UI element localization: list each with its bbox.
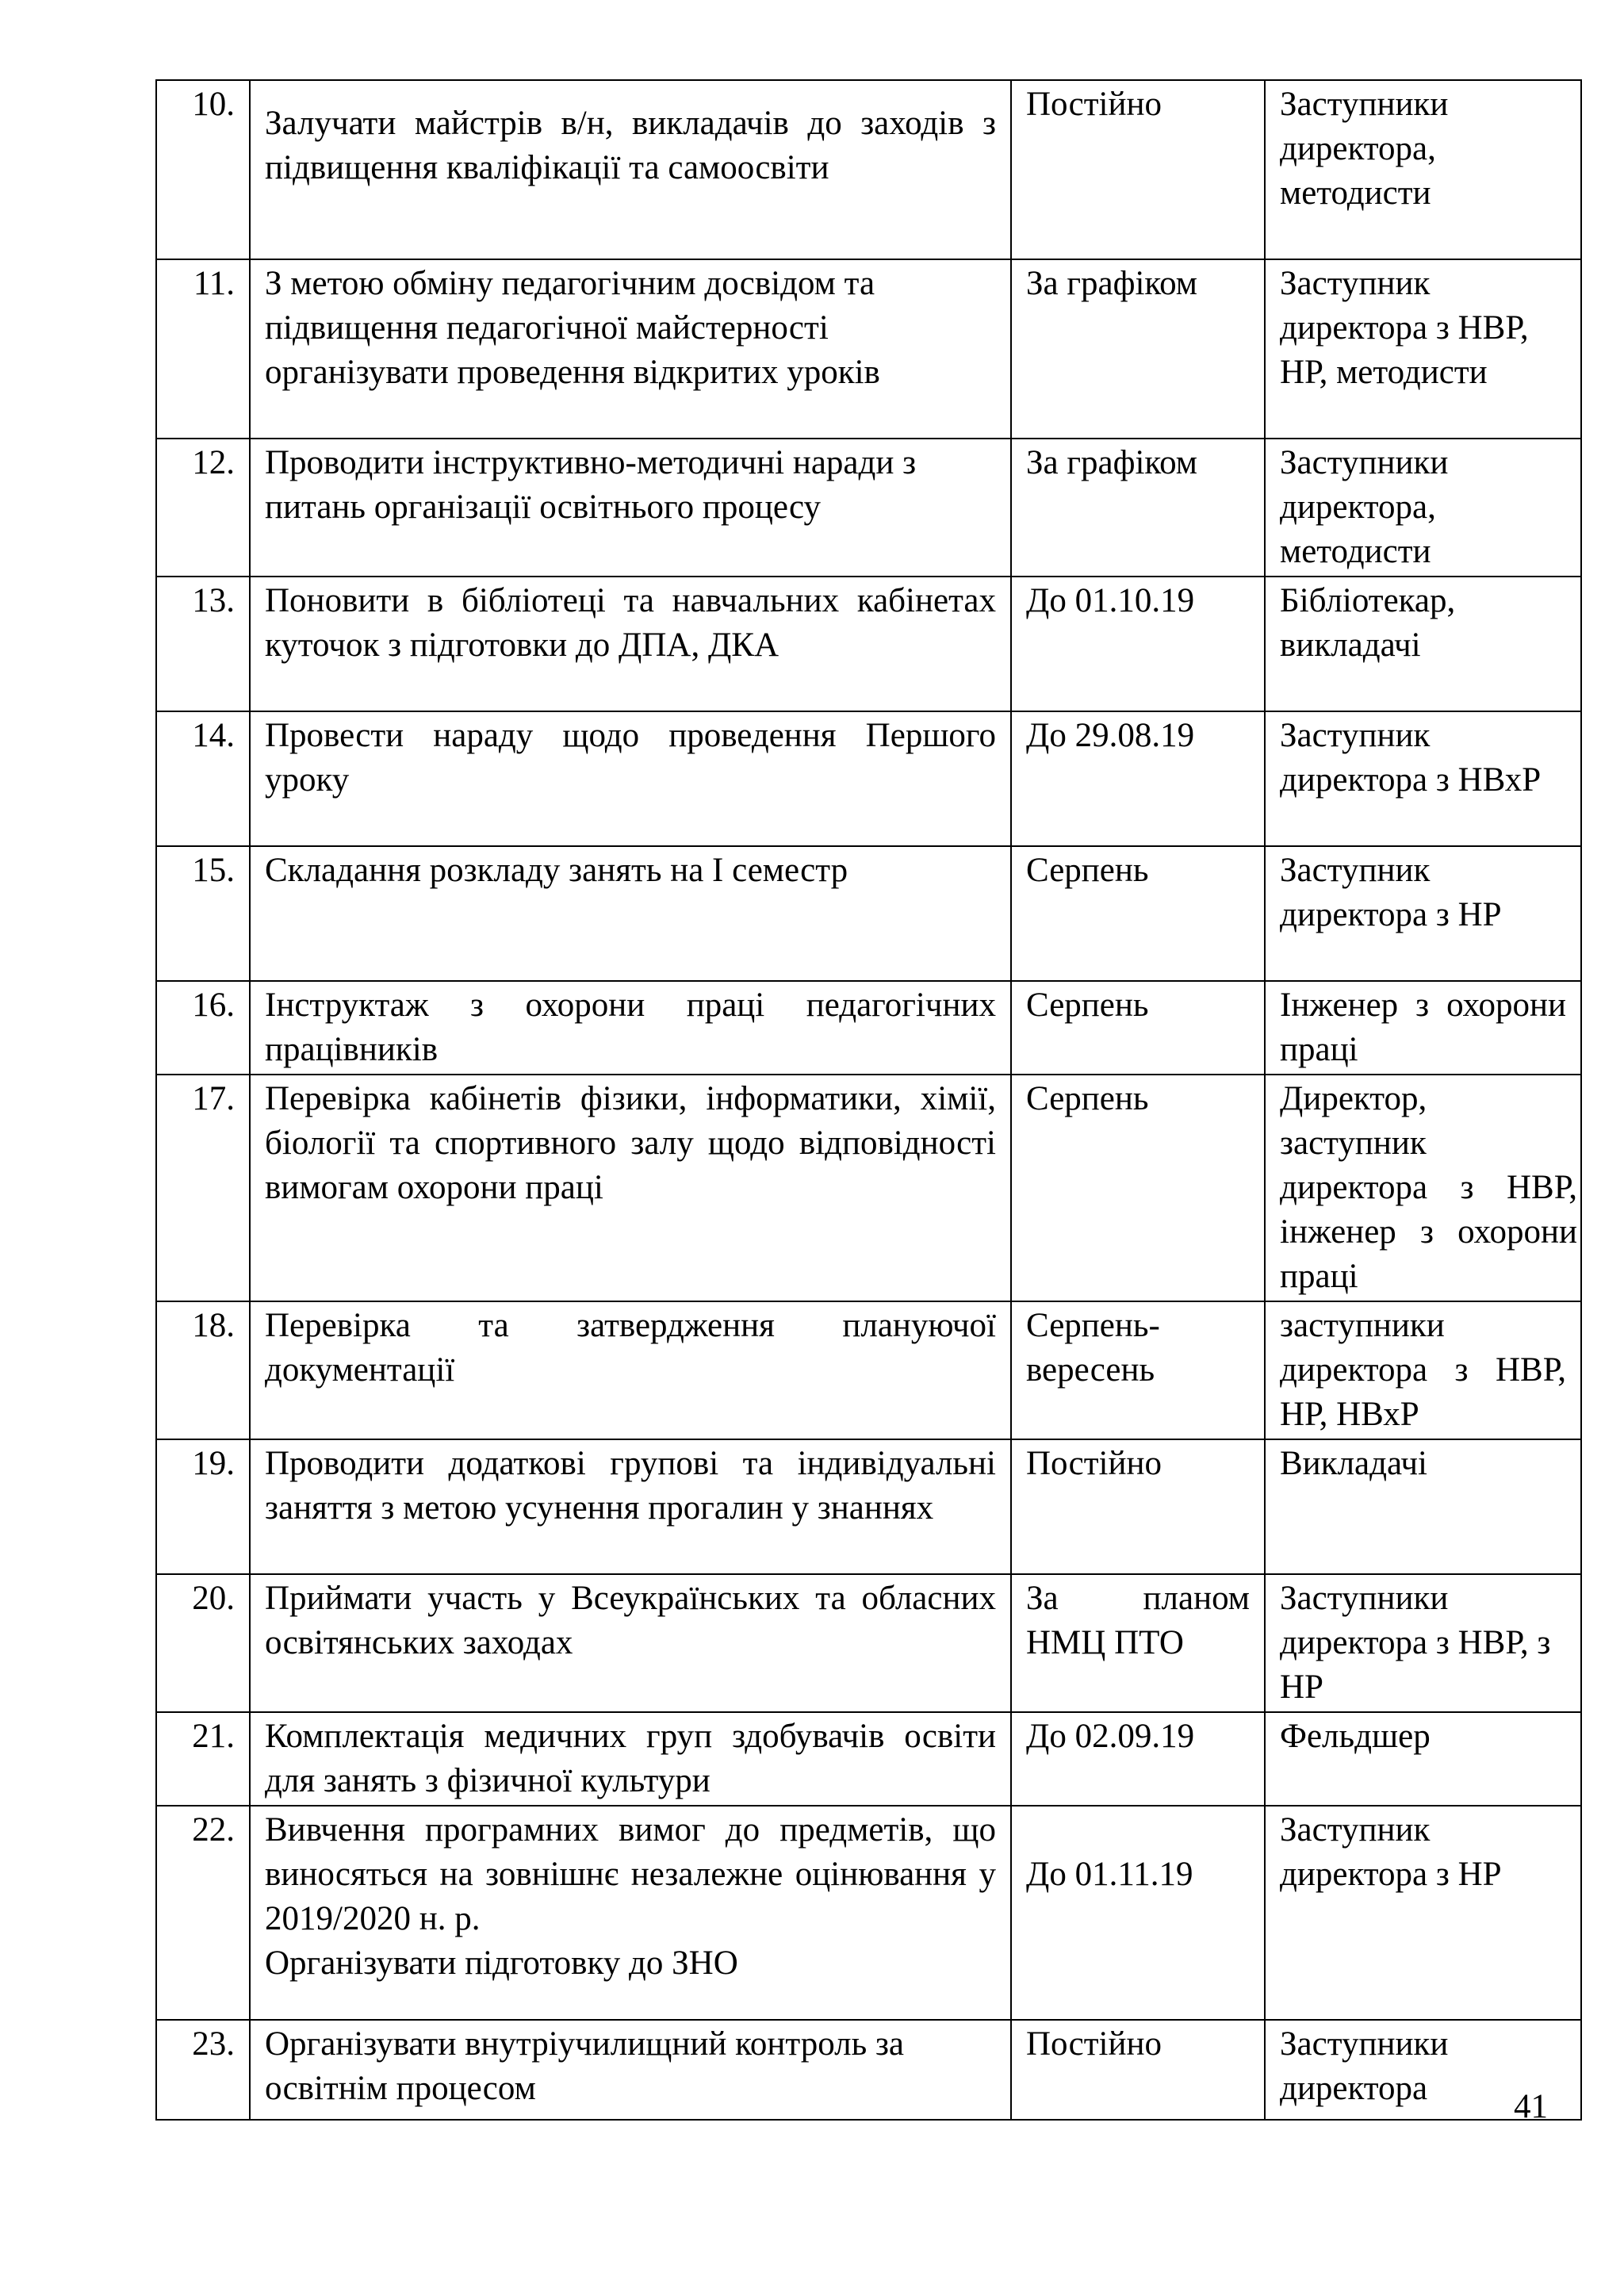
task-text: Перевірка та затвердження плануючої документації [250, 1301, 1011, 1439]
task-text: З метою обміну педагогічним досвідом та підвищення педагогічної майстерності організувати проведення відкритих уроків [250, 259, 1011, 439]
term-text: До 29.08.19 [1011, 711, 1265, 846]
term-text: Постійно [1011, 80, 1265, 259]
responsible-text: Викладачі [1265, 1439, 1581, 1574]
task-text-extra: Організувати підготовку до ЗНО [265, 1944, 738, 1982]
table-row [156, 711, 1581, 846]
task-text: Провести нараду щодо проведення Першого уроку [250, 711, 1011, 846]
term-text: Постійно [1011, 2020, 1265, 2120]
task-text: Перевірка кабінетів фізики, інформатики, хімії, біології та спортивного залу щодо відповідності вимогам охорони праці [250, 1075, 1011, 1301]
term-text: За графіком [1011, 259, 1265, 439]
task-cell [250, 1806, 1011, 2020]
responsible-text: Фельдшер [1265, 1712, 1581, 1806]
table-row [156, 577, 1581, 711]
table-row [156, 1574, 1581, 1712]
row-number: 15. [156, 846, 250, 981]
row-number: 10. [156, 80, 250, 259]
row-number: 16. [156, 981, 250, 1075]
row-number: 19. [156, 1439, 250, 1574]
term-text: За планом НМЦ ПТО [1011, 1574, 1265, 1712]
task-text: Проводити інструктивно-методичні наради з питань організації освітнього процесу [250, 439, 1011, 577]
term-text: Серпень-вересень [1011, 1301, 1265, 1439]
term-text: Серпень [1011, 981, 1265, 1075]
table-row [156, 439, 1581, 577]
term-text: До 01.11.19 [1011, 1806, 1265, 2020]
table-row [156, 846, 1581, 981]
page-number: 41 [1514, 2088, 1548, 2125]
table-row [156, 1301, 1581, 1439]
table-row [156, 1712, 1581, 1806]
task-text: Вивчення програмних вимог до предметів, що виносяться на зовнішнє незалежне оцінювання у 2019/2020 н. р. [265, 1811, 996, 1937]
task-text: Поновити в бібліотеці та навчальних кабінетах куточок з підготовки до ДПА, ДКА [250, 577, 1011, 711]
term-text: За графіком [1011, 439, 1265, 577]
responsible-text: Заступники директора, методисти [1265, 80, 1581, 259]
term-text: Серпень [1011, 1075, 1265, 1301]
term-text: Постійно [1011, 1439, 1265, 1574]
task-text: Залучати майстрів в/н, викладачів до заходів з підвищення кваліфікації та самоосвіти [250, 80, 1011, 259]
row-number: 11. [156, 259, 250, 439]
table-row [156, 259, 1581, 439]
responsible-text: Заступник директора з НР [1265, 1806, 1581, 2020]
responsible-text: Заступник директора з НВР, НР, методисти [1265, 259, 1581, 439]
responsible-text: Заступники директора [1265, 2020, 1581, 2120]
task-text: Складання розкладу занять на І семестр [250, 846, 1011, 981]
responsible-text: Директор, заступник директора з НВР, інженер з охорони праці [1265, 1075, 1581, 1301]
row-number: 20. [156, 1574, 250, 1712]
row-number: 21. [156, 1712, 250, 1806]
table-row [156, 1806, 1581, 2020]
table-row [156, 1439, 1581, 1574]
row-number: 13. [156, 577, 250, 711]
row-number: 18. [156, 1301, 250, 1439]
task-text: Комплектація медичних груп здобувачів освіти для занять з фізичної культури [250, 1712, 1011, 1806]
term-text: Серпень [1011, 846, 1265, 981]
responsible-text: Інженер з охорони праці [1265, 981, 1581, 1075]
task-text: Організувати внутріучилищний контроль за освітнім процесом [250, 2020, 1011, 2120]
row-number: 22. [156, 1806, 250, 2020]
task-text: Проводити додаткові групові та індивідуальні заняття з метою усунення прогалин у знаннях [250, 1439, 1011, 1574]
term-text: До 02.09.19 [1011, 1712, 1265, 1806]
table-row [156, 80, 1581, 259]
responsible-text: Заступники директора, методисти [1265, 439, 1581, 577]
table-row [156, 981, 1581, 1075]
responsible-text: Заступник директора з НВхР [1265, 711, 1581, 846]
responsible-text: Заступник директора з НР [1265, 846, 1581, 981]
plan-table [155, 79, 1582, 2121]
table-row [156, 1075, 1581, 1301]
task-text: Інструктаж з охорони праці педагогічних працівників [250, 981, 1011, 1075]
responsible-text: заступники директора з НВР, НР, НВхР [1265, 1301, 1581, 1439]
table-row [156, 2020, 1581, 2120]
responsible-text: Бібліотекар, викладачі [1265, 577, 1581, 711]
task-text: Приймати участь у Всеукраїнських та обласних освітянських заходах [250, 1574, 1011, 1712]
row-number: 12. [156, 439, 250, 577]
row-number: 17. [156, 1075, 250, 1301]
term-text: До 01.10.19 [1011, 577, 1265, 711]
row-number: 23. [156, 2020, 250, 2120]
responsible-text: Заступники директора з НВР, з НР [1265, 1574, 1581, 1712]
row-number: 14. [156, 711, 250, 846]
